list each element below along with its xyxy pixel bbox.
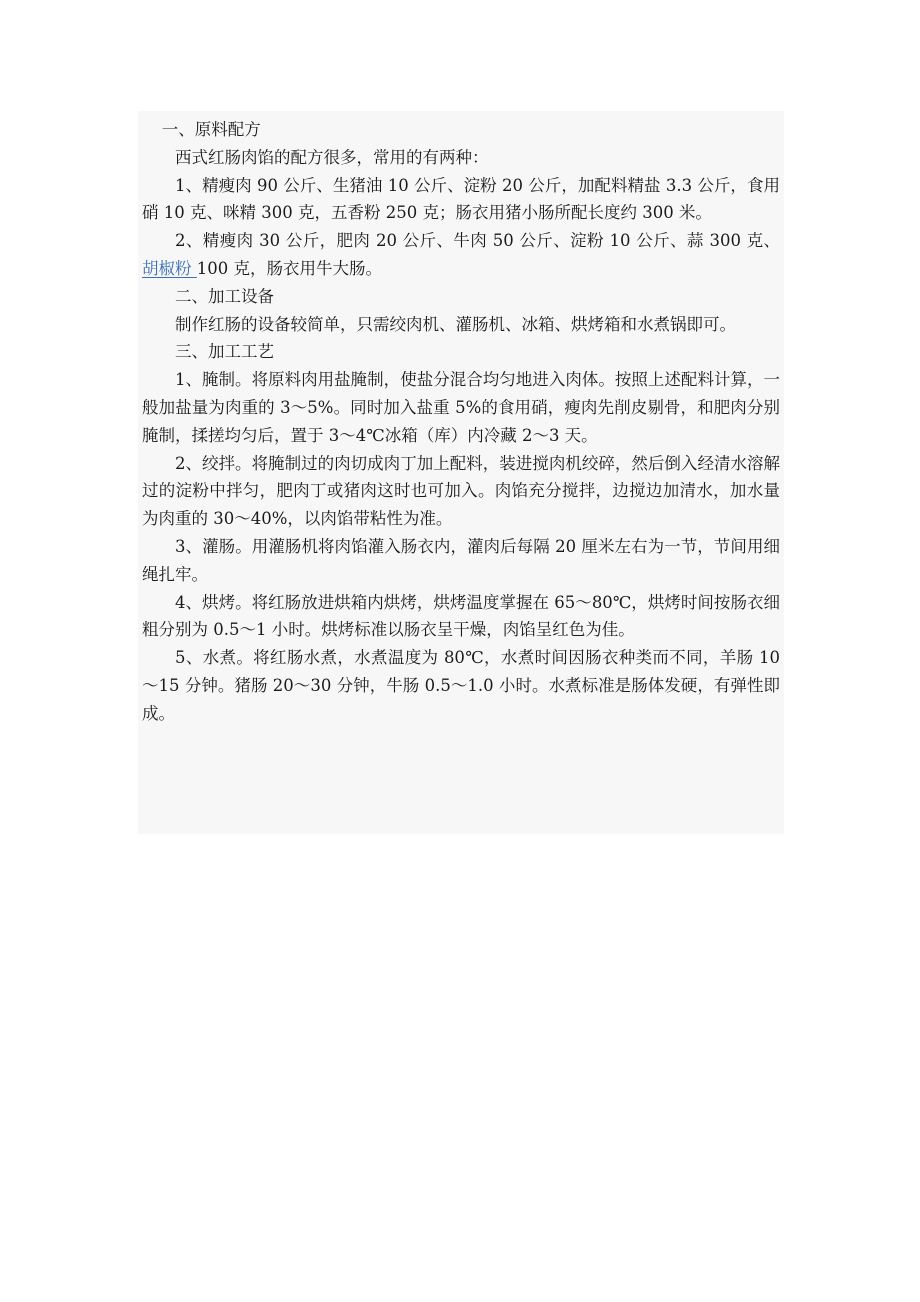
section-heading-ingredients: 一、原料配方 <box>161 120 261 139</box>
section-heading-process: 三、加工工艺 <box>175 342 274 362</box>
step-stuffing-paragraph: 3、灌肠。用灌肠机将肉馅灌入肠衣内，灌肉后每隔 20 厘米左右为一节，节间用细绳扎牢。 <box>142 536 780 584</box>
recipe-two-text-start: 2、精瘦肉 30 公斤，肥肉 20 公斤、牛肉 50 公斤、淀粉 10 公斤、蒜 300 克、 <box>175 231 780 251</box>
step-curing-paragraph: 1、腌制。将原料肉用盐腌制，使盐分混合均匀地进入肉体。按照上述配料计算，一般加盐量为肉重的 3～5%。同时加入盐重 5%的食用硝，瘦肉先削皮剔骨，和肥肉分别腌制，揉搓均匀后，置于 3～4℃冰箱（库）内冷藏 2～3 天。 <box>142 370 780 445</box>
document-body <box>138 111 784 834</box>
recipe-two-text-end: 100 克，肠衣用牛大肠。 <box>196 258 382 278</box>
step-baking-paragraph: 4、烘烤。将红肠放进烘箱内烘烤，烘烤温度掌握在 65～80℃，烘烤时间按肠衣细粗分别为 0.5～1 小时。烘烤标准以肠衣呈干燥，肉馅呈红色为佳。 <box>142 592 780 640</box>
step-boiling-paragraph: 5、水煮。将红肠水煮，水煮温度为 80℃，水煮时间因肠衣种类而不同，羊肠 10～15 分钟。猪肠 20～30 分钟，牛肠 0.5～1.0 小时。水煮标准是肠体发硬，有弹性即成。 <box>142 648 780 723</box>
step-mixing-paragraph: 2、绞拌。将腌制过的肉切成肉丁加上配料，装进搅肉机绞碎，然后倒入经清水溶解过的淀粉中拌匀，肥肉丁或猪肉这时也可加入。肉馅充分搅拌，边搅边加清水，加水量为肉重的 30～40%，以肉馅带粘性为准。 <box>142 453 780 529</box>
recipe-one-paragraph: 1、精瘦肉 90 公斤、生猪油 10 公斤、淀粉 20 公斤，加配料精盐 3.3 公斤，食用硝 10 克、咪精 300 克，五香粉 250 克；肠衣用猪小肠所配长度约 300 米。 <box>142 175 780 223</box>
recipe-two-paragraph <box>142 227 780 283</box>
pepper-powder-link[interactable]: 胡椒粉 <box>142 258 197 278</box>
equipment-paragraph: 制作红肠的设备较简单，只需绞肉机、灌肠机、冰箱、烘烤箱和水煮锅即可。 <box>175 314 736 334</box>
intro-paragraph: 西式红肠肉馅的配方很多，常用的有两种： <box>175 147 489 167</box>
section-heading-equipment: 二、加工设备 <box>175 286 274 306</box>
